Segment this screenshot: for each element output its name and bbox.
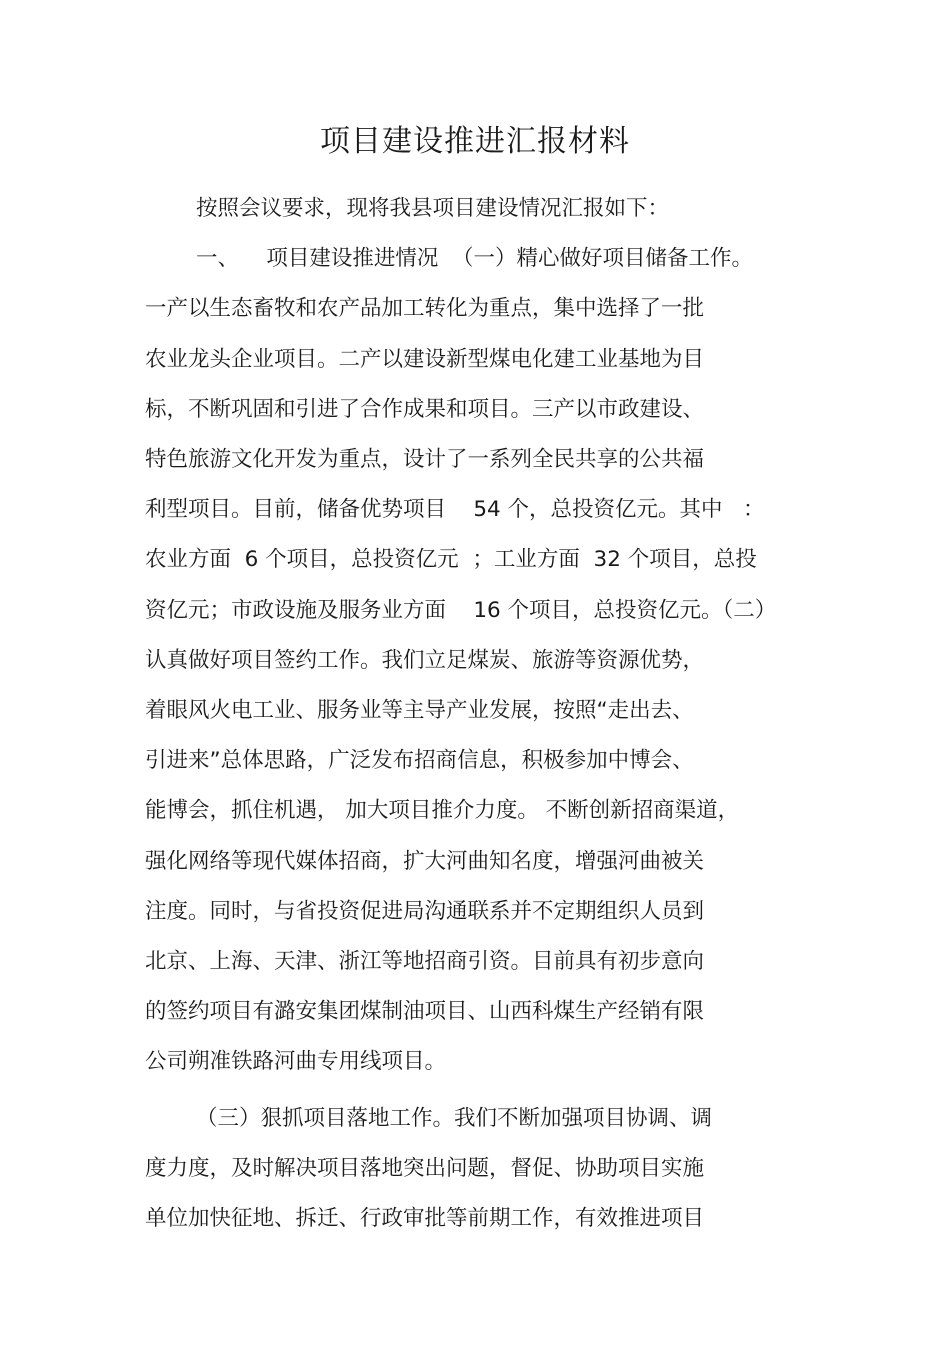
body-line: 能博会，抓住机遇， 加大项目推介力度。 不断创新招商渠道，	[145, 798, 740, 824]
body-line: 单位加快征地、拆迁、行政审批等前期工作，有效推进项目	[145, 1206, 705, 1231]
body-line: 一产以生态畜牧和农产品加工转化为重点，集中选择了一批	[145, 296, 705, 322]
body-line: 利型项目。目前，储备优势项目 54 个，总投资亿元。其中 ：	[145, 497, 765, 523]
body-line: 公司朔准铁路河曲专用线项目。	[145, 1049, 447, 1075]
body-line: 按照会议要求，现将我县项目建设情况汇报如下：	[196, 196, 670, 221]
body-line: 农业龙头企业项目。二产以建设新型煤电化建工业基地为目	[145, 346, 705, 372]
body-line: 北京、上海、天津、浙江等地招商引资。目前具有初步意向	[145, 949, 705, 974]
body-line: 强化网络等现代媒体招商，扩大河曲知名度，增强河曲被关	[145, 848, 705, 874]
body-line: （三）狠抓项目落地工作。我们不断加强项目协调、调	[196, 1105, 713, 1131]
body-line: 着眼风火电工业、服务业等主导产业发展，按照“走出去、	[145, 698, 694, 723]
body-line: 度力度，及时解决项目落地突出问题，督促、协助项目实施	[145, 1155, 705, 1181]
body-line: 资亿元；市政设施及服务业方面 16 个项目，总投资亿元。（二）	[145, 597, 777, 623]
body-line: 一、 项目建设推进情况 （一）精心做好项目储备工作。	[196, 246, 754, 272]
body-line: 引进来”总体思路，广泛发布招商信息，积极参加中博会、	[145, 748, 694, 774]
body-line: 的签约项目有潞安集团煤制油项目、山西科煤生产经销有限	[145, 999, 705, 1025]
body-line: 特色旅游文化开发为重点，设计了一系列全民共享的公共福	[145, 447, 705, 472]
body-line: 农业方面 6 个项目，总投资亿元 ；工业方面 32 个项目，总投	[145, 547, 757, 573]
body-line: 认真做好项目签约工作。我们立足煤炭、旅游等资源优势，	[145, 647, 705, 673]
document-title: 项目建设推进汇报材料	[320, 124, 630, 159]
body-line: 标，不断巩固和引进了合作成果和项目。三产以市政建设、	[145, 396, 705, 422]
body-line: 注度。同时，与省投资促进局沟通联系并不定期组织人员到	[145, 898, 705, 924]
